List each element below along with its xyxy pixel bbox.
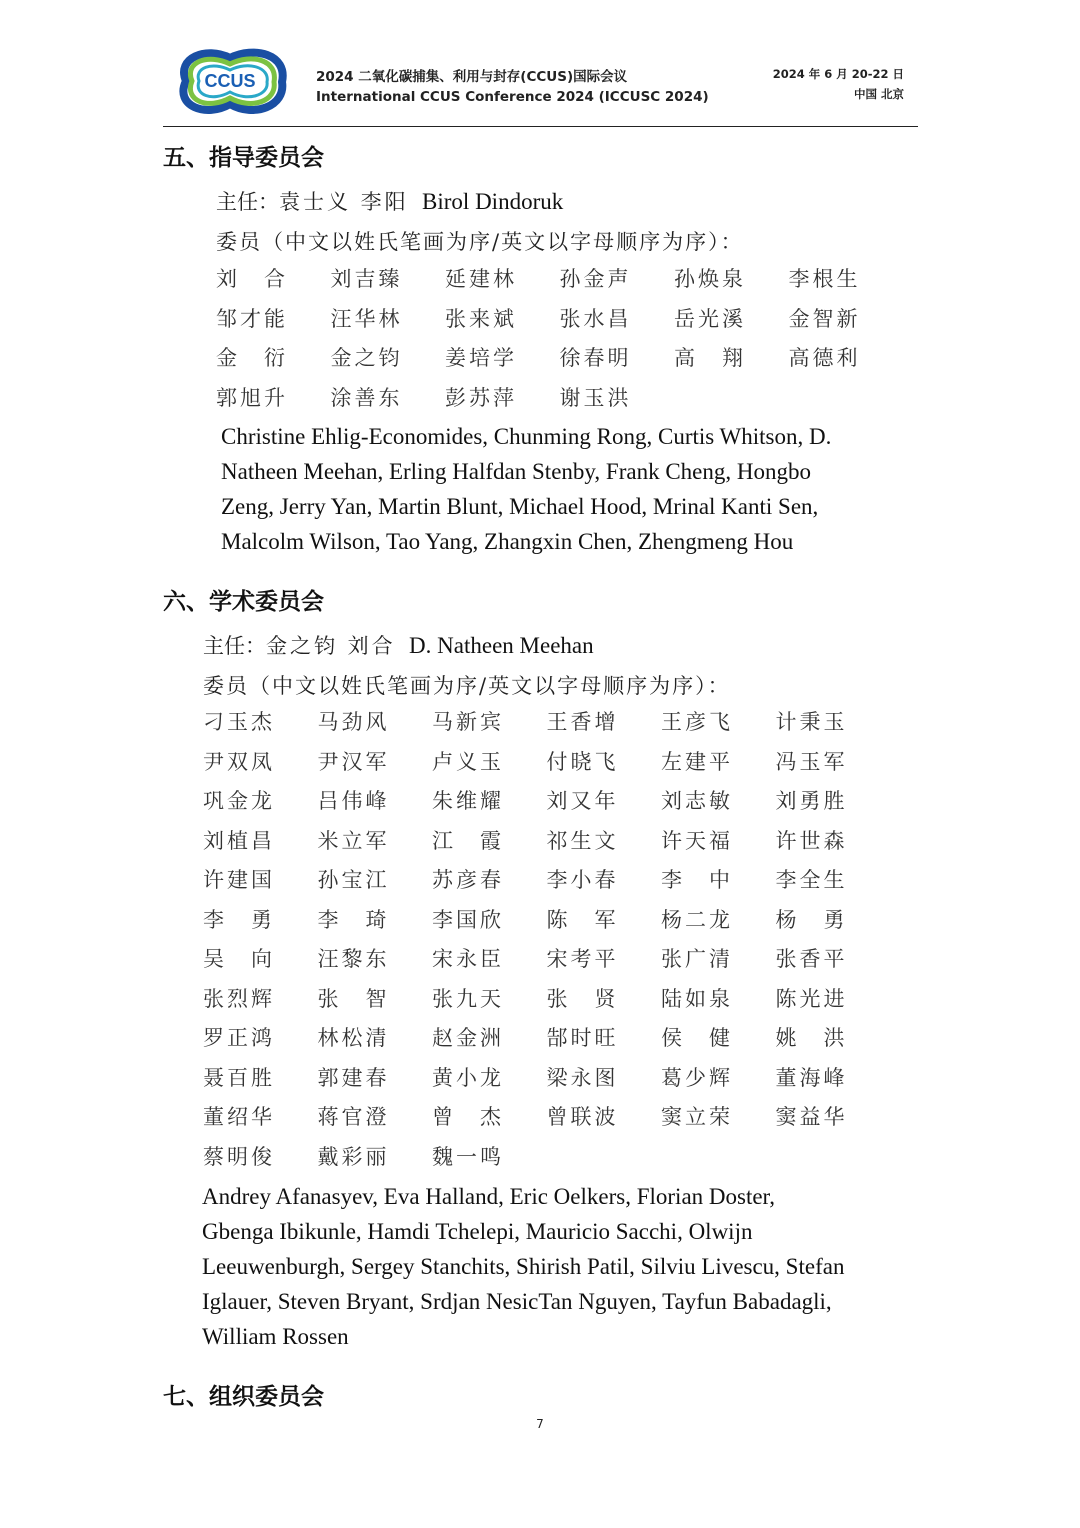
section-5-member-grid [216, 260, 903, 418]
member-name: 李国欣 [432, 907, 504, 932]
member-name: 张水昌 [559, 306, 632, 331]
member-name: 高德利 [788, 346, 861, 370]
chair-label: 主任： [216, 190, 279, 214]
member-name: 姚 洪 [775, 1026, 848, 1050]
member-name: 高 翔 [674, 346, 746, 370]
section-7-heading: 七、组织委员会 [163, 1384, 324, 1410]
conference-title-en: International CCUS Conference 2024 (ICCUSC 2024) [316, 89, 709, 105]
section-6-heading: 六、学术委员会 [163, 589, 324, 615]
member-name: 刘吉臻 [330, 267, 403, 291]
member-name: 刘志敏 [661, 789, 733, 813]
member-name: 刘 合 [216, 267, 288, 291]
member-name: 延建林 [445, 267, 517, 291]
member-name: 李全生 [775, 868, 848, 892]
member-name: 戴彩丽 [317, 1144, 390, 1169]
section-5-chair [216, 186, 563, 216]
member-name: 岳光溪 [674, 306, 746, 331]
member-name: 许建国 [203, 868, 275, 892]
page-number: 7 [536, 1417, 544, 1431]
intl-line: Gbenga Ibikunle, Hamdi Tchelepi, Mauricio Sacchi, Olwijn [202, 1219, 753, 1244]
member-name: 刁玉杰 [203, 710, 275, 734]
member-name: 董绍华 [203, 1105, 275, 1129]
intl-line: William Rossen [202, 1324, 349, 1349]
member-name: 米立军 [317, 828, 390, 853]
intl-line: Natheen Meehan, Erling Halfdan Stenby, Frank Cheng, Hongbo [221, 459, 811, 484]
member-name: 王香增 [546, 710, 619, 734]
member-name: 宋考平 [546, 947, 619, 971]
section-5-intl-members [221, 419, 831, 559]
intl-line: Malcolm Wilson, Tao Yang, Zhangxin Chen, Zhengmeng Hou [221, 529, 794, 554]
member-name: 吕伟峰 [317, 789, 390, 813]
member-name: 尹汉军 [317, 749, 390, 774]
member-name: 汪华林 [330, 306, 403, 331]
member-name: 姜培学 [445, 346, 517, 370]
member-name: 聂百胜 [203, 1065, 275, 1090]
member-name: 窦立荣 [661, 1105, 733, 1129]
member-name: 窦益华 [775, 1105, 848, 1129]
member-name: 左建平 [661, 749, 733, 774]
member-name: 苏彦春 [432, 868, 504, 892]
member-name: 郭旭升 [216, 385, 288, 410]
member-name: 马劲风 [317, 710, 390, 734]
member-name: 黄小龙 [432, 1065, 504, 1090]
member-name: 邹才能 [216, 306, 288, 331]
member-name: 卢义玉 [432, 749, 504, 774]
member-name: 尹双凤 [203, 749, 275, 774]
section-6-intl-members [202, 1179, 844, 1354]
section-6-chair [203, 630, 594, 660]
section-6-members-label: 委员（中文以姓氏笔画为序/英文以字母顺序为序）： [203, 674, 731, 698]
member-name: 金智新 [788, 306, 861, 331]
intl-line: Leeuwenburgh, Sergey Stanchits, Shirish Patil, Silviu Livescu, Stefan [202, 1254, 845, 1279]
member-name: 郜时旺 [546, 1026, 619, 1050]
member-name: 蒋官澄 [317, 1105, 390, 1129]
member-name: 祁生文 [546, 828, 619, 853]
member-name: 郭建春 [317, 1065, 390, 1090]
member-name: 谢玉洪 [559, 385, 632, 410]
member-name: 孙金声 [559, 267, 632, 291]
member-name: 葛少辉 [661, 1065, 733, 1090]
member-name: 陈 军 [546, 907, 619, 932]
member-name: 张九天 [432, 986, 504, 1011]
member-name: 张来斌 [445, 306, 517, 331]
conference-date: 2024 年 6 月 20-22 日 [772, 67, 904, 81]
member-name: 涂善东 [330, 385, 403, 410]
member-name: 彭苏萍 [445, 385, 517, 410]
member-name: 刘勇胜 [775, 789, 848, 813]
member-name: 付晓飞 [546, 749, 619, 774]
intl-line: Iglauer, Steven Bryant, Srdjan NesicTan Nguyen, Tayfun Babadagli, [202, 1289, 832, 1314]
member-name: 张 智 [317, 986, 390, 1011]
member-name: 汪黎东 [317, 947, 390, 971]
member-name: 李 勇 [203, 907, 275, 932]
member-name: 宋永臣 [432, 947, 504, 971]
member-name: 冯玉军 [775, 749, 848, 774]
member-name: 赵金洲 [432, 1026, 504, 1050]
member-name: 金 衍 [216, 346, 288, 370]
member-name: 许天福 [661, 828, 733, 853]
member-name: 罗正鸿 [203, 1026, 275, 1050]
intl-line: Andrey Afanasyev, Eva Halland, Eric Oelkers, Florian Doster, [202, 1184, 776, 1209]
member-name: 徐春明 [559, 346, 632, 370]
member-name: 林松清 [317, 1026, 390, 1050]
member-name: 王彦飞 [661, 710, 733, 734]
intl-line: Christine Ehlig-Economides, Chunming Rong, Curtis Whitson, D. [221, 424, 832, 449]
chair-names-en: Birol Dindoruk [422, 189, 564, 214]
member-name: 计秉玉 [775, 710, 848, 734]
conference-title-cn: 2024 二氧化碳捕集、利用与封存(CCUS)国际会议 [316, 69, 628, 85]
section-5-heading: 五、指导委员会 [163, 145, 324, 171]
member-name: 江 霞 [432, 828, 504, 853]
member-name: 吴 向 [203, 947, 275, 971]
section-5-members-label: 委员（中文以姓氏笔画为序/英文以字母顺序为序）： [216, 230, 744, 254]
member-name: 巩金龙 [203, 789, 275, 813]
member-name: 陈光进 [775, 986, 848, 1011]
member-name: 董海峰 [775, 1065, 848, 1090]
svg-text:CCUS: CCUS [204, 71, 256, 91]
member-name: 许世森 [775, 828, 848, 853]
ccus-logo [172, 44, 290, 118]
chair-label: 主任： [203, 634, 266, 658]
member-name: 李 琦 [317, 907, 390, 932]
member-name: 曾 杰 [432, 1105, 504, 1129]
member-name: 梁永图 [546, 1065, 619, 1090]
member-name: 魏一鸣 [432, 1144, 504, 1169]
member-name: 李根生 [788, 267, 861, 291]
member-name: 李 中 [661, 868, 733, 892]
member-name: 曾联波 [546, 1105, 619, 1129]
member-name: 马新宾 [432, 710, 504, 734]
member-name: 张广清 [661, 947, 733, 971]
member-name: 蔡明俊 [203, 1144, 275, 1169]
chair-names-cn: 金之钧 刘合 [266, 634, 396, 658]
member-name: 朱维耀 [432, 789, 504, 813]
header-divider [163, 126, 918, 127]
member-name: 张 贤 [546, 986, 619, 1011]
member-name: 李小春 [546, 868, 619, 892]
member-name: 孙宝江 [317, 868, 390, 892]
member-name: 金之钧 [330, 346, 403, 370]
member-name: 杨 勇 [775, 907, 848, 932]
chair-names-en: D. Natheen Meehan [409, 633, 594, 658]
member-name: 杨二龙 [661, 907, 733, 932]
intl-line: Zeng, Jerry Yan, Martin Blunt, Michael Hood, Mrinal Kanti Sen, [221, 494, 819, 519]
member-name: 刘又年 [546, 789, 619, 813]
member-name: 刘植昌 [203, 828, 275, 853]
member-name: 张烈辉 [203, 986, 275, 1011]
member-name: 张香平 [775, 947, 848, 971]
section-6-member-grid [203, 703, 890, 1177]
chair-names-cn: 袁士义 李阳 [279, 190, 409, 214]
member-name: 侯 健 [661, 1026, 733, 1050]
member-name: 陆如泉 [661, 986, 733, 1011]
member-name: 孙焕泉 [674, 267, 746, 291]
conference-location: 中国 北京 [853, 87, 904, 101]
